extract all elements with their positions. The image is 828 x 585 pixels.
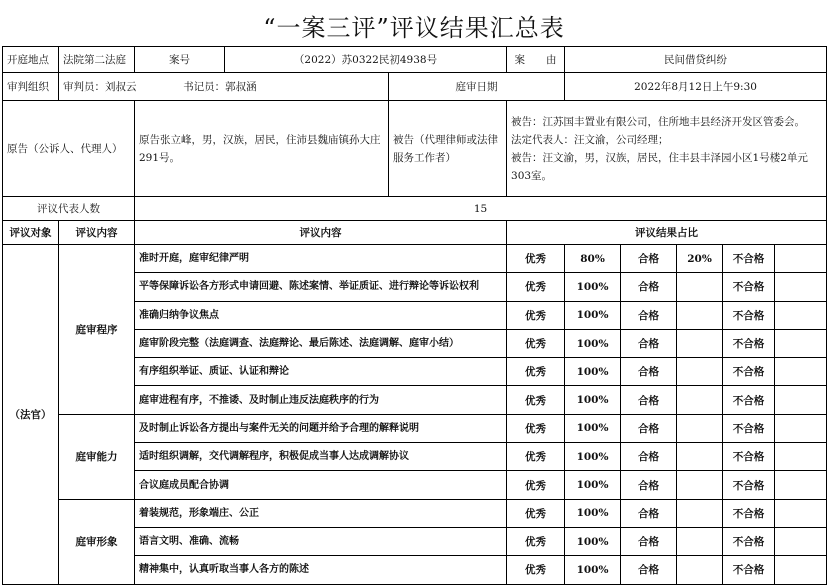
fail-label: 不合格: [723, 527, 775, 555]
fail-label: 不合格: [723, 471, 775, 499]
pass-label: 合格: [621, 556, 677, 584]
pass-percent: 20%: [677, 245, 723, 273]
header-content-category: 评议内容: [59, 221, 135, 245]
good-percent: 80%: [565, 245, 621, 273]
pass-percent: [677, 301, 723, 329]
fail-percent: [775, 443, 827, 471]
plaintiff-value: 原告张立峰，男，汉族，居民，住沛县魏庙镇孙大庄291号。: [135, 101, 389, 197]
criterion-text: 适时组织调解，交代调解程序，积极促成当事人达成调解协议: [135, 443, 507, 471]
fail-percent: [775, 471, 827, 499]
criterion-text: 平等保障诉讼各方形式申请回避、陈述案情、举证质证、进行辩论等诉讼权利: [135, 273, 507, 301]
fail-percent: [775, 386, 827, 414]
court-label: 开庭地点: [3, 47, 59, 73]
good-percent: 100%: [565, 556, 621, 584]
pass-percent: [677, 273, 723, 301]
criterion-text: 庭审阶段完整（法庭调查、法庭辩论、最后陈述、法庭调解、庭审小结）: [135, 329, 507, 357]
fail-label: 不合格: [723, 414, 775, 442]
criteria-row: [3, 499, 827, 527]
good-percent: 100%: [565, 358, 621, 386]
fail-label: 不合格: [723, 245, 775, 273]
header-content: 评议内容: [135, 221, 507, 245]
good-label: 优秀: [507, 358, 565, 386]
fail-percent: [775, 245, 827, 273]
pass-label: 合格: [621, 527, 677, 555]
fail-percent: [775, 301, 827, 329]
criterion-text: 及时制止诉讼各方提出与案件无关的问题并给予合理的解释说明: [135, 414, 507, 442]
pass-label: 合格: [621, 301, 677, 329]
defendant-value: [507, 101, 827, 197]
evaluation-table: [2, 46, 827, 585]
fail-percent: [775, 499, 827, 527]
criterion-text: 精神集中，认真听取当事人各方的陈述: [135, 556, 507, 584]
pass-label: 合格: [621, 273, 677, 301]
pass-percent: [677, 499, 723, 527]
pass-percent: [677, 386, 723, 414]
good-label: 优秀: [507, 301, 565, 329]
date-label: 庭审日期: [389, 73, 565, 101]
good-percent: 100%: [565, 301, 621, 329]
good-percent: 100%: [565, 527, 621, 555]
fail-percent: [775, 414, 827, 442]
good-label: 优秀: [507, 273, 565, 301]
defendant-line: 法定代表人：汪文渝，公司经理；: [511, 133, 669, 146]
panel-label: 审判组织: [3, 73, 59, 101]
fail-label: 不合格: [723, 386, 775, 414]
pass-label: 合格: [621, 329, 677, 357]
court-value: 法院第二法庭: [59, 47, 135, 73]
fail-percent: [775, 329, 827, 357]
defendant-line: 被告：汪文渝，男，汉族，居民，住丰县丰泽园小区1号楼2单元303室。: [511, 151, 808, 182]
good-percent: 100%: [565, 499, 621, 527]
good-label: 优秀: [507, 386, 565, 414]
criterion-text: 庭审进程有序，不推诿、及时制止违反法庭秩序的行为: [135, 386, 507, 414]
criterion-text: 语言文明、准确、流畅: [135, 527, 507, 555]
pass-percent: [677, 358, 723, 386]
criterion-text: 准确归纳争议焦点: [135, 301, 507, 329]
fail-percent: [775, 358, 827, 386]
fail-label: 不合格: [723, 443, 775, 471]
fail-label: 不合格: [723, 358, 775, 386]
fail-label: 不合格: [723, 273, 775, 301]
fail-label: 不合格: [723, 329, 775, 357]
header-result: 评议结果占比: [507, 221, 827, 245]
criterion-text: 有序组织举证、质证、认证和辩论: [135, 358, 507, 386]
date-value: 2022年8月12日上午9:30: [565, 73, 827, 101]
criteria-row: [3, 414, 827, 442]
defendant-line: 被告：江苏国丰置业有限公司，住所地丰县经济开发区管委会。: [511, 115, 806, 128]
fail-label: 不合格: [723, 499, 775, 527]
judge-name: 审判员：刘叔云: [63, 81, 137, 93]
good-percent: 100%: [565, 329, 621, 357]
category-label: 庭审程序: [59, 245, 135, 415]
good-percent: 100%: [565, 273, 621, 301]
good-label: 优秀: [507, 329, 565, 357]
pass-label: 合格: [621, 358, 677, 386]
pass-percent: [677, 527, 723, 555]
page-title: “一案三评”评议结果汇总表: [263, 14, 565, 42]
category-label: 庭审形象: [59, 499, 135, 584]
fail-label: 不合格: [723, 301, 775, 329]
panel-members: [59, 73, 389, 101]
fail-label: 不合格: [723, 556, 775, 584]
pass-label: 合格: [621, 471, 677, 499]
good-label: 优秀: [507, 443, 565, 471]
criterion-text: 着装规范，形象端庄、公正: [135, 499, 507, 527]
pass-percent: [677, 556, 723, 584]
fail-percent: [775, 527, 827, 555]
fail-percent: [775, 556, 827, 584]
good-label: 优秀: [507, 471, 565, 499]
good-percent: 100%: [565, 471, 621, 499]
criterion-text: 合议庭成员配合协调: [135, 471, 507, 499]
pass-label: 合格: [621, 499, 677, 527]
pass-label: 合格: [621, 414, 677, 442]
pass-label: 合格: [621, 443, 677, 471]
pass-percent: [677, 414, 723, 442]
criterion-text: 准时开庭，庭审纪律严明: [135, 245, 507, 273]
case-no-value: （2022）苏0322民初4938号: [225, 47, 507, 73]
criteria-row: [3, 245, 827, 273]
fail-percent: [775, 273, 827, 301]
good-label: 优秀: [507, 245, 565, 273]
case-no-label: 案号: [135, 47, 225, 73]
cause-value: 民间借贷纠纷: [565, 47, 827, 73]
pass-label: 合格: [621, 245, 677, 273]
defendant-label: 被告（代理律师或法律服务工作者）: [389, 101, 507, 197]
good-label: 优秀: [507, 556, 565, 584]
good-percent: 100%: [565, 386, 621, 414]
pass-label: 合格: [621, 386, 677, 414]
target-value: （法官）: [3, 245, 59, 585]
category-label: 庭审能力: [59, 414, 135, 499]
good-percent: 100%: [565, 414, 621, 442]
pass-percent: [677, 329, 723, 357]
plaintiff-label: 原告（公诉人、代理人）: [3, 101, 135, 197]
good-percent: 100%: [565, 443, 621, 471]
representatives-count: 15: [135, 197, 827, 221]
good-label: 优秀: [507, 414, 565, 442]
good-label: 优秀: [507, 527, 565, 555]
header-target: 评议对象: [3, 221, 59, 245]
good-label: 优秀: [507, 499, 565, 527]
representatives-label: 评议代表人数: [3, 197, 135, 221]
pass-percent: [677, 443, 723, 471]
clerk-name: 书记员：郭叔涵: [183, 81, 257, 93]
cause-label: 案 由: [507, 47, 565, 73]
pass-percent: [677, 471, 723, 499]
